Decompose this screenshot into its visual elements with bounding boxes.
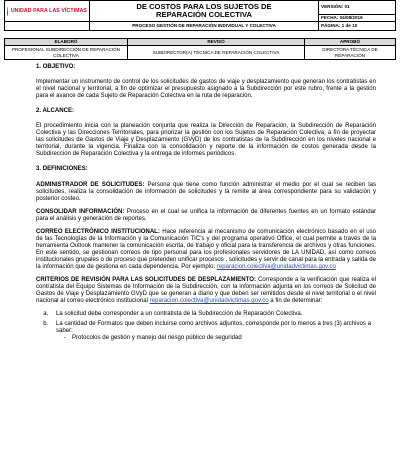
section-alcance-title: 2. ALCANCE: (36, 108, 75, 115)
document-body (36, 64, 376, 345)
logo-cell (5, 1, 90, 22)
definition-administrador (36, 182, 376, 203)
definition-text: Hace referencia al mecanismo de comunicación electrónico basado en el uso de las Tecnologías de la Información y la Comunicación TIC's y del programa operativo Office, el cual permite a través de la herramienta Outlook mantener la comunicación escrita, de trabajo y oficial para la transferencia de archivos y otras funciones. En este sentido, se gestionan correos de tipo personal para los profesionales servidores de LA UNIDAD, así como correos institucionales grupales o de proceso que pretenden unificar procesos , solicitudes y servir de canal para la entrada y salida de la información que de gestiona en cada dependencia. Por ejemplo: (36, 228, 376, 270)
process-name: PROCESO GESTIÓN DE REPARACIÓN INDIVIDUAL Y COLECTIVA (90, 22, 319, 31)
roles-elaboro: PROFESIONAL SUBDIRECCIÓN DE REPARACIÓN COLECTIVA (5, 46, 128, 60)
definition-consolidar (36, 209, 376, 223)
section-objetivo-title: 1. OBJETIVO: (36, 64, 76, 70)
email-link[interactable]: reparacion.colectiva@unidadvictimas.gov.co (149, 298, 269, 305)
definition-correo (36, 229, 376, 271)
roles-header-elaboro: ELABORÓ (5, 39, 128, 46)
section-definiciones-title: 3. DEFINICIONES: (36, 166, 88, 173)
logo (7, 4, 87, 18)
criteria-item-b-text: La cantidad de Formatos que deben incluirse como archivos adjuntos, corresponde por lo menos a tres (3) archivos a saber: (56, 321, 371, 335)
roles-header-reviso: REVISÓ (128, 39, 305, 46)
section-objetivo-text: Implementar un instrumento de control de los solicitudes de gastos de viaje y desplazamiento que generan los contratistas en el nivel nacional y territorial, a fin de optimizar el presupuesto asignado a la Subdirección por este rubro, frente a la gestión para el avance de cada Sujeto de Reparación Colectiva en la ruta de reparación. (36, 79, 376, 100)
definition-text: Proceso en el cual se unifica la información de diferentes fuentes en un formato estándar para el análisis y generación de reportes. (36, 208, 376, 222)
criteria-list (36, 311, 376, 342)
logo-spacer (5, 22, 90, 31)
page-number: PÁGINA: 1 de 10 (319, 22, 396, 31)
document-title (90, 1, 319, 22)
formats-item: - Protocolos de gestión y manejo del riesgo público de seguridad (66, 335, 376, 342)
definition-term: CONSOLIDAR INFORMACIÓN: (36, 208, 125, 215)
definition-term: CRITERIOS DE REVISIÓN PARA LAS SOLICITUDES DE DESPLAZAMIENTO: (36, 277, 256, 284)
logo-mark-icon (7, 7, 8, 16)
title-line-1: DE COSTOS PARA LOS SUJETOS DE (136, 2, 272, 12)
roles-header-aprobo: APROBÓ (305, 39, 396, 46)
definition-text: Persona que tiene como función administrar el medio por el cual se reciben las solicitudes, realiza la consolidación de información de solicitudes y la remite al área correspondiente para su validación y posterior costeo. (36, 181, 376, 202)
definition-term: ADMINISTRADOR DE SOLICITUDES: (36, 181, 145, 188)
criteria-item-b (50, 321, 376, 342)
email-link[interactable]: reparacion.colectiva@unidadvictimas.gov.co (216, 263, 336, 270)
roles-aprobo: DIRECTORA TÉCNICA DE REPARACIÓN (305, 46, 396, 60)
roles-reviso: SUBDIRECTOR(A) TÉCNICA DE REPARACIÓN COLECTIVA (128, 46, 305, 60)
date: FECHA: 04/08/2016 (319, 15, 396, 22)
definition-text: Corresponde a la verificación que realiza el contratista del Equipo Sistemas de Información de la Subdirección, con la información adjunta en los correos de Solicitud de Gastos de Viaje y Desplazamiento GVyD que se generan a diario y que deben ser remitidos desde el nivel territorial o el nivel nacional al correo electrónico institucional (36, 277, 376, 305)
title-line-2: REPARACIÓN COLECTIVA (156, 10, 252, 20)
criteria-item-a: a. La solicitud debe corresponder a un contratista de la Subdirección de Reparación Colectiva. (50, 311, 376, 318)
definition-tail: a fin de determinar: (268, 298, 323, 305)
roles-table (4, 38, 396, 60)
definition-criterios (36, 277, 376, 305)
section-alcance-text: El procedimiento inicia con la planeación conjunta que realiza la Dirección de Reparación, la Subdirección de Reparación Colectiva y las Direcciones Territoriales, para priorizar la gestión con los Sujetos de Reparación Colectiva, a fin de proyectar las solicitudes de Gastos de Viaje y Desplazamiento (GVyD) de los contratistas de la Subdirección en los niveles nacional e territorial, durante la vigencia. Finaliza con la consolidación y reporte de la información de costos generada desde la Subdirección de Reparación Colectiva y la entrega de informes periódicos. (36, 123, 376, 158)
version: VERSIÓN: 01 (319, 1, 396, 15)
formats-list (56, 335, 376, 342)
definition-term: CORREO ELECTRÓNICO INSTITUCIONAL: (36, 228, 160, 235)
logo-text: UNIDAD PARA LAS VÍCTIMAS (10, 8, 87, 14)
document-header (4, 0, 396, 31)
